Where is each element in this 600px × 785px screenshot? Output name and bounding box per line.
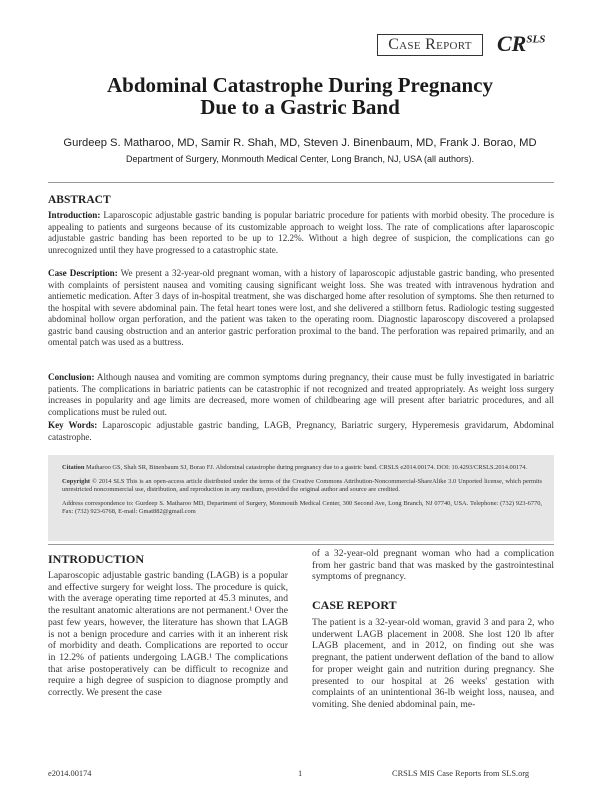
case-report-body: The patient is a 32-year-old woman, gravid 3 and para 2, who underwent LAGB placement in 2008. She lost 120 lb after LAGB placement, and in 2012, on finding out she was pregnant, the patient underwent deflation of the band to allow for proper weight gain and nutrition during pregnancy. She presented to our hospital at 26 weeks' gestation with complaints of an unintentional 36-lb weight loss, nausea, and vomiting. She denied abdominal pain, me- [312,617,554,710]
case-description-label: Case Description: [48,268,118,278]
citation-box [48,455,554,541]
author-list: Gurdeep S. Matharoo, MD, Samir R. Shah, MD, Steven J. Binenbaum, MD, Frank J. Borao, MD [63,137,537,149]
footer-article-id: e2014.00174 [48,769,92,778]
abstract-case-description [48,268,554,349]
intro-label: Introduction: [48,210,101,220]
conclusion-label: Conclusion: [48,372,95,382]
case-report-heading: CASE REPORT [312,598,397,612]
conclusion-text: Although nausea and vomiting are common symptoms during pregnancy, their cause must be fully investigated in bariatric patients. The complications in bariatric patients can be catastrophic if not recognized and treated appropriately. As weight loss surgery increases in popularity and age limits are decreased, more women of childbearing age will present after bariatric procedures, and all complications must be ruled out. [48,372,554,417]
correspondence-address: Address correspondence to: Gurdeep S. Matharoo MD, Department of Surgery, Monmouth Medical Center, 300 Second Ave, Long Branch, NJ 07740, USA. Telephone: (732) 923-6770, Fax: (732) 923-6768, E-mail: Gmat882@gmail.com [62,499,542,516]
case-intro-continuation: of a 32-year-old pregnant woman who had a complication from her gastric band that was masked by the gastrointestinal symptoms of pregnancy. [312,548,554,583]
citation: Citation Matharoo GS, Shah SR, Binenbaum SJ, Borao FJ. Abdominal catastrophe during pregnancy due to a gastric band. CRSLS e2014.00174. DOI: 10.4293/CRSLS.2014.00174. [62,464,528,471]
key-words-label: Key Words: [48,420,98,430]
abstract-heading: ABSTRACT [48,194,111,206]
introduction-heading: INTRODUCTION [48,552,145,566]
copyright: Copyright © 2014 SLS This is an open-access article distributed under the terms of the Creative Commons Attribution-Noncommercial-ShareAlike 3.0 Unported license, which permits unrestricted noncommercial use, distribution, and reproduction in any medium, provided the original author and source are credited. [62,477,542,494]
divider-top [48,182,554,183]
abstract-conclusion [48,372,554,418]
article-title [0,74,600,118]
case-report-label: Case Report [388,36,472,53]
intro-text: Laparoscopic adjustable gastric banding is popular bariatric procedure for patients with morbid obesity. The procedure is appealing to patients and surgeons because of its customizable approach to weight loss. The rate of complications after laparoscopic adjustable gastric banding has been reported to be up to 12.2%. Without a high degree of suspicion, the complications can go unrecognized until they have progressed to a catastrophic state. [48,210,554,255]
footer-journal: CRSLS MIS Case Reports from SLS.org [392,769,530,778]
crsls-logo: $CR^{SLS}$ [497,31,546,56]
affiliation: Department of Surgery, Monmouth Medical Center, Long Branch, NJ, USA (all authors). [126,154,474,164]
abstract-introduction [48,210,554,256]
key-words-text: Laparoscopic adjustable gastric banding, LAGB, Pregnancy, Bariatric surgery, Hyperemesis gravidarum, Abdominal catastrophe. [48,420,554,442]
key-words [48,420,554,443]
title-line-1: Abdominal Catastrophe During Pregnancy [106,73,493,97]
case-report-badge [377,34,483,56]
case-description-text: We present a 32-year-old pregnant woman, with a history of laparoscopic adjustable gastric banding, who presented with complaints of persistent nausea and vomiting causing significant weight loss. She was treated with intravenous hydration and antiemetic medication. After 3 days of in-hospital treatment, she was discharged home after resolution of symptoms. She then returned to the hospital with severe abdominal pain. The fetal heart tones were lost, and she delivered a stillborn fetus. Radiologic testing suggested abdominal hollow organ perforation, and the patient was taken to the operating room. Diagnostic laparoscopy discovered a prolapsed gastric band causing obstruction and an anterior gastric perforation proximal to the band. The perforation was repaired primarily, and an omental patch was used as a buttress. [48,268,555,347]
divider-bottom [48,544,554,545]
title-line-2: Due to a Gastric Band [200,95,400,119]
footer-page-number: 1 [298,769,303,778]
introduction-body: Laparoscopic adjustable gastric banding (LAGB) is a popular and effective surgery for weight loss. The procedure is quick, with the average operating time reported at 45.3 minutes, and the resultant anatomic alterations are not permanent.¹ Over the past few years, however, the literature has shown that LAGB is not a benign procedure and carries with it an inherent risk of morbidity and death. Complications are reported to occur in 12.2% of patients undergoing LAGB.¹ The complications that arise postoperatively can be difficult to recognize and require a high degree of suspicion to diagnose promptly and correctly. We present the case [48,570,288,699]
